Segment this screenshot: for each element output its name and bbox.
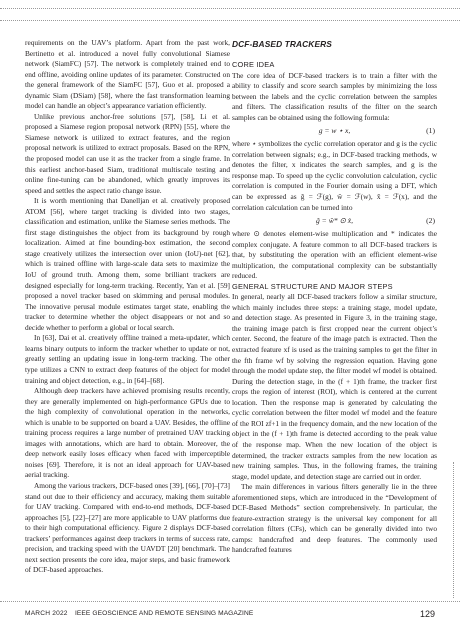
subsection-heading: CORE IDEA	[232, 60, 275, 69]
footer-dotted-rule	[0, 601, 460, 602]
paragraph: The main differences in various filters generally lie in the three aforementioned steps, which are introduced in the “Development of DCF-Based Methods” section comprehensively. In particular, the feature-extraction strategy is the universal key component for all correlation filters (CFs), which can be generally divided into two camps: handcrafted and deep features. The commonly used handcrafted features	[232, 482, 437, 555]
equation-2	[232, 213, 437, 229]
paragraph: Unlike previous anchor-free solutions [57], [58], Li et al. proposed a Siamese region proposal network (RPN) [55], where the Siamese network is utilized to extract features, and the region proposal network is utilized to extract proposals. Based on the RPN, the proposed model can use it as the tracker from a single frame. In this earliest anchor-based Siam, traditional multiscale testing and online fine-tuning can be abandoned, which greatly improves its speed and settles the aspect ratio change issue.	[25, 111, 230, 195]
paragraph: where ⋆ symbolizes the cyclic correlation operator and g is the cyclic correlation between signals; e.g., in DCF-based tracking methods, w denotes the filter, x indicates the search samples, and g is the response map. To speed up the cyclic convolution calculation, cyclic correlation is computed in the Fourier domain using a DFT, which can be expressed as ĝ = ℱ(g), ŵ = ℱ(w), x̂ = ℱ(x), and the correlation calculation can be turned into	[232, 139, 437, 212]
paragraph: In general, nearly all DCF-based trackers follow a similar structure, which mainly includes three steps: a training stage, model update, and detection stage. As presented in Figure 3, in the training stage, the training image patch is first cropped near the current object’s center. Second, the feature of the image patch is extracted. Then the extracted feature xf is used as the training samples to get the filter in the fth frame wf by solving the regression equation. Having gone through the model update step, the filter model wf model is obtained. During the detection stage, in the (f + 1)th frame, the tracker first crops the region of interest (ROI), which is centered at the current location. Then the response map is generated by calculating the cyclic correlation between the filter model wf model and the feature of the ROI zf+1 in the frequency domain, and the new location of the object in the (f + 1)th frame is detected according to the peak value of the response map. When the new location of the object is determined, the tracker extracts samples from the new location as new training samples. Thus, in the following frames, the training stage, model update, and detection stage are carried out in order.	[232, 292, 437, 481]
equation-number: (2)	[426, 216, 435, 226]
paragraph: requirements on the UAV’s platform. Apart from the past work, Bertinetto et al. introduced a novel fully convolutional Siamese network (SiamFC) [57]. The network is completely trained end to end offline, avoiding online updates of its parameter. Constructed on the general framework of the SiamFC [57], Guo et al. proposed a dynamic Siam (DSiam) [58], where the fast transformation learning model can handle an object’s appearance variation efficiently.	[25, 38, 230, 111]
section-title: DCF-BASED TRACKERS	[232, 39, 332, 49]
side-dotted-rule	[453, 462, 454, 598]
equation-1	[232, 123, 437, 139]
right-column	[232, 38, 437, 556]
equation-expression: ĝ = ŵ* ⊙ x̂,	[315, 216, 353, 226]
paragraph: Although deep trackers have achieved promising results recently, they are generally implemented on high-performance GPUs due to the high complexity of convolutional operation in the networks, which is unable to be supported on board a UAV. Besides, the offline training process requires a large number of pretrained UAV tracking images with annotations, which are hard to obtain. Moreover, the deep network easily loses efficacy when faced with imperceptible noises [69]. Therefore, it is not an ideal approach for UAV-based aerial tracking.	[25, 386, 230, 480]
paragraph: It is worth mentioning that Danelljan et al. creatively proposed ATOM [56], where target tracking is divided into two stages, classification and estimation, unlike the Siamese series methods. The first stage distinguishes the object from its background by rough localization. Aimed at fine bounding-box estimation, the second stage creatively utilizes the intersection over union (IoU)-net [62], which is trained offline with large-scale data sets to maximize the IoU of ground truth. Among them, some brilliant trackers are designed especially for long-term tracking. Recently, Yan et al. [59] proposed a novel tracker based on skimming and perusal modules. The innovative perusal module estimates target state, enabling the tracker to determine whether the object disappears or not and so decide whether to perform a global or local search.	[25, 196, 230, 332]
equation-expression: g = w ⋆ x,	[318, 126, 351, 136]
page-footer	[25, 608, 435, 620]
paragraph: In [63], Dai et al. creatively offline trained a meta-updater, which learns binary outputs to inform the tracker whether to update or not, greatly settling an updating issue in long-term tracking. The other type utilizes a CNN to extract deep features of the object for model training and object detection, e.g., in [64]–[68].	[25, 333, 230, 385]
header-dotted-rule	[0, 8, 460, 9]
issue-date: MARCH 2022	[25, 610, 68, 617]
header-dotted-rule	[0, 20, 460, 21]
paragraph: where ⊙ denotes element-wise multiplication and * indicates the complex conjugate. A feature common to all DCF-based trackers is that, by substituting the operation with an efficient element-wise multiplication, the computational complexity can be substantially reduced.	[232, 229, 437, 281]
magazine-name: IEEE GEOSCIENCE AND REMOTE SENSING MAGAZINE	[75, 610, 254, 617]
left-column	[25, 38, 230, 576]
paragraph: Among the various trackers, DCF-based ones [39], [66], [70]–[73] stand out due to their efficiency and accuracy, making them suitable for UAV tracking. Compared with end-to-end methods, DCF-based approaches [5], [22]–[27] are more applicable to UAV platforms due to their high computational efficiency. Figure 2 displays DCF-based trackers’ performances against deep trackers in terms of success rate, precision, and tracking speed with the UAVDT [20] benchmark. The next section presents the core idea, major steps, and basic framework of DCF-based approaches.	[25, 480, 230, 575]
equation-number: (1)	[426, 126, 435, 136]
page-number: 129	[419, 609, 435, 619]
subsection-heading: GENERAL STRUCTURE AND MAJOR STEPS	[232, 281, 393, 291]
paragraph: The core idea of DCF-based trackers is to train a filter with the ability to classify and score search samples by minimizing the loss between the labels and the cyclic correlation between the samples and filters. The classification results of the filter on the search samples can be obtained using the following formula:	[232, 70, 437, 122]
